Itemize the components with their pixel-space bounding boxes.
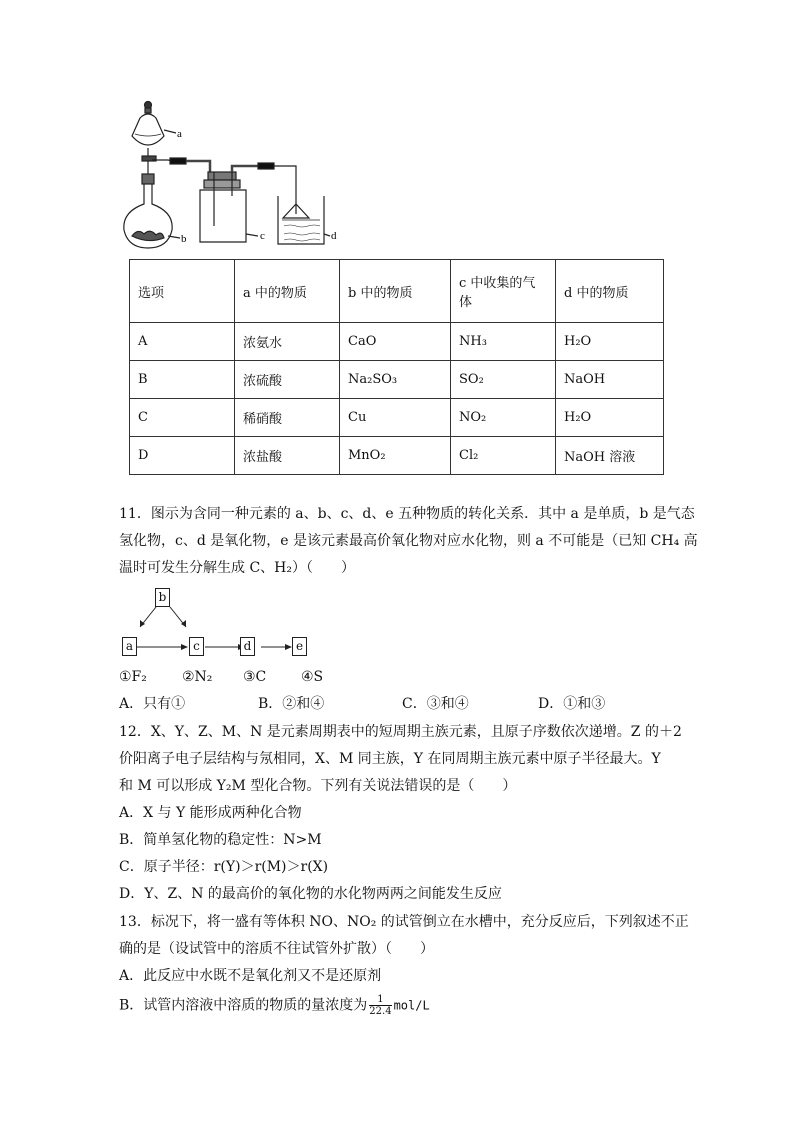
table-cell: Cu <box>340 399 451 437</box>
table-cell: Na₂SO₃ <box>340 361 451 399</box>
table-header-cell: 选项 <box>130 260 235 323</box>
table-header-cell: d 中的物质 <box>556 260 664 323</box>
diagram-node-d: d <box>240 637 255 656</box>
table-cell: H₂O <box>556 399 664 437</box>
table-row <box>130 323 664 361</box>
q13-choice-b-text: B．试管内溶液中溶质的物质的量浓度为 <box>119 997 368 1014</box>
table-cell: NO₂ <box>451 399 556 437</box>
table-row <box>130 399 664 437</box>
table-cell: Cl₂ <box>451 437 556 475</box>
q11-item-1: ①F₂ <box>119 669 147 685</box>
q11-arrow-diagram <box>118 585 318 660</box>
q11-stem-line1: 11．图示为含同一种元素的 a、b、c、d、e 五种物质的转化关系．其中 a 是单质，b 是气态 <box>119 506 695 522</box>
table-cell: D <box>130 437 235 475</box>
q11-choice-a: A．只有① <box>119 696 186 712</box>
q13-choice-b <box>119 994 430 1017</box>
q11-stem-line3: 温时可发生分解生成 C、H₂）（ ） <box>119 560 355 576</box>
table-header-cell: c 中收集的气体 <box>451 260 556 323</box>
apparatus-figure <box>118 96 348 252</box>
q13-stem-line1: 13．标况下，将一盛有等体积 NO、NO₂ 的试管倒立在水槽中，充分反应后，下列叙述不正 <box>119 914 689 930</box>
table-cell: NaOH <box>556 361 664 399</box>
q12-stem-line3: 和 M 可以形成 Y₂M 型化合物。下列有关说法错误的是（ ） <box>119 778 517 794</box>
label-c: c <box>260 230 265 242</box>
table-header-cell: b 中的物质 <box>340 260 451 323</box>
label-a: a <box>177 128 182 140</box>
table-cell: 浓盐酸 <box>235 437 340 475</box>
q12-choice-c: C．原子半径：r(Y)＞r(M)＞r(X) <box>119 859 329 875</box>
q13-stem-line2: 确的是（设试管中的溶质不往试管外扩散）（ ） <box>119 941 434 957</box>
q12-choice-b: B．简单氢化物的稳定性：N>M <box>119 832 322 848</box>
table-cell: NaOH 溶液 <box>556 437 664 475</box>
table-row <box>130 437 664 475</box>
q13-choice-a: A．此反应中水既不是氧化剂又不是还原剂 <box>119 968 382 984</box>
q11-stem-line2: 氢化物，c、d 是氧化物，e 是该元素最高价氧化物对应水化物，则 a 不可能是（已知 CH₄ 高 <box>119 533 698 549</box>
concentration-fraction <box>369 994 391 1017</box>
q12-choice-a: A．X 与 Y 能形成两种化合物 <box>119 805 302 821</box>
diagram-node-a: a <box>122 637 137 656</box>
diagram-node-c: c <box>189 637 204 656</box>
fraction-denominator: 22.4 <box>369 1006 392 1017</box>
table-cell: MnO₂ <box>340 437 451 475</box>
q11-choice-d: D．①和③ <box>538 696 606 712</box>
table-cell: B <box>130 361 235 399</box>
q11-item-4: ④S <box>301 669 324 685</box>
table-header-cell: a 中的物质 <box>235 260 340 323</box>
q12-stem-line1: 12．X、Y、Z、M、N 是元素周期表中的短周期主族元素，且原子序数依次递增。Z 的＋2 <box>119 724 682 740</box>
table-cell: C <box>130 399 235 437</box>
table-cell: H₂O <box>556 323 664 361</box>
diagram-node-e: e <box>292 637 307 656</box>
q11-item-2: ②N₂ <box>182 669 213 685</box>
table-cell: 浓氨水 <box>235 323 340 361</box>
q11-choice-c: C．③和④ <box>402 696 469 712</box>
label-b: b <box>181 233 187 245</box>
q12-stem-line2: 价阳离子电子层结构与氖相同，X、M 同主族，Y 在同周期主族元素中原子半径最大。Y <box>119 751 661 767</box>
q11-item-3: ③C <box>243 669 267 685</box>
table-row <box>130 361 664 399</box>
label-d: d <box>331 230 337 242</box>
table-cell: SO₂ <box>451 361 556 399</box>
q11-choice-b: B．②和④ <box>258 696 325 712</box>
table-header-row <box>130 260 664 323</box>
table-cell: 稀硝酸 <box>235 399 340 437</box>
table-cell: 浓硫酸 <box>235 361 340 399</box>
table-cell: NH₃ <box>451 323 556 361</box>
table-cell: A <box>130 323 235 361</box>
concentration-unit: mol/L <box>393 998 430 1013</box>
fraction-numerator: 1 <box>369 994 391 1006</box>
q12-choice-d: D．Y、Z、N 的最高价的氧化物的水化物两两之间能发生反应 <box>119 886 502 902</box>
table-cell: CaO <box>340 323 451 361</box>
diagram-node-b: b <box>155 588 170 607</box>
options-table <box>129 259 664 475</box>
